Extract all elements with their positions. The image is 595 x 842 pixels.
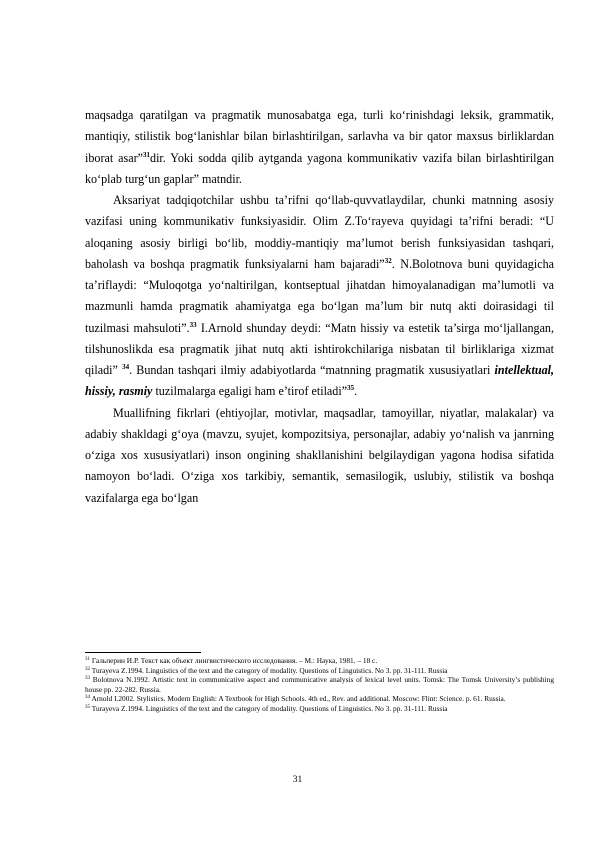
paragraph bbox=[85, 105, 554, 190]
body-text bbox=[85, 105, 554, 509]
footnote-divider bbox=[85, 652, 201, 653]
text-span: . Bundan tashqari ilmiy adabiyotlarda “matnning pragmatik xususiyatlari bbox=[129, 363, 495, 377]
footnote-number: 35 bbox=[85, 704, 90, 710]
footnote-text: Arnold I.2002. Stylistics. Modern English: A Textbook for High Schools. 4th ed., Rev. and additional. Moscow: Flint: Science. p. 61. Russia. bbox=[91, 694, 506, 704]
page-number: 31 bbox=[292, 775, 303, 785]
footnote-text: Bolotnova N.1992. Artistic text in communicative aspect and communicative analysis of lexical level units. Tomsk: The Tomsk University’s publishing house pp. 22-282. Russia. bbox=[85, 675, 554, 694]
text-span: Muallifning fikrlari (ehtiyojlar, motivlar, maqsadlar, tamoyillar, niyatlar, malakalar) va adabiy shakldagi g‘oya (mavzu, syujet, kompozitsiya, personajlar, adabiy yo‘nalish va janrning o‘ziga xos xususiyatlari) inson ongining shakllanishini belgilaydigan yagona hodisa sifatida namoyon bo‘ladi. O‘ziga xos tarkibiy, semantik, semasilogik, uslubiy, stilistik va boshqa vazifalarga ega bo‘lgan bbox=[85, 405, 554, 505]
text-span: Aksariyat tadqiqotchilar ushbu ta’rifni qo‘llab-quvvatlaydilar, chunki matnning asosiy vazifasi uning kommunikativ funksiyasidir. Olim Z.To‘rayeva quyidagi ta’rifni beradi: “U aloqaning asosiy birligi bo‘lib, moddiy-mantiqiy ma’lumot berish funksiyasidan tashqari, baholash va boshqa pragmatik funksiyalarni ham bajaradi” bbox=[85, 193, 554, 271]
footnote bbox=[85, 666, 554, 676]
text-span: I.Arnold shunday deydi: “Matn hissiy va estetik ta’sirga mo‘ljallangan, tilshunoslikda esa pragmatik jihat nutq akti ishtirokchilariga nisbatan til birliklariga xizmat qiladi” bbox=[85, 320, 555, 377]
footnote-ref[interactable]: 33 bbox=[189, 320, 197, 329]
footnote-ref[interactable]: 32 bbox=[384, 256, 392, 265]
text-span: tuzilmalarga egaligi ham e’tirof etiladi” bbox=[152, 384, 348, 399]
paragraph bbox=[85, 190, 554, 403]
footnote bbox=[85, 675, 554, 694]
footnote-text: Гальперин И.Р. Текст как объект лингвистического исследования. – М.: Наука, 1981. – 18 с. bbox=[91, 656, 378, 665]
footnotes bbox=[85, 656, 554, 714]
footnote bbox=[85, 694, 554, 704]
footnote-number: 32 bbox=[85, 666, 90, 672]
footnote-number: 33 bbox=[85, 676, 90, 682]
text-span: dir. Yoki sodda qilib aytganda yagona kommunikativ vazifa bilan birlashtirilgan ko‘plab turg‘un gaplar” matndir. bbox=[85, 150, 554, 186]
footnote-text: Turayeva Z.1994. Linguistics of the text and the category of modality. Questions of Linguistics. No 3. pp. 31-111. Russia bbox=[91, 665, 448, 675]
footnote-number: 31 bbox=[85, 657, 90, 662]
footnote-number: 34 bbox=[85, 695, 90, 701]
footnote-ref[interactable]: 31 bbox=[143, 150, 151, 159]
paragraph bbox=[85, 403, 554, 509]
emphasis-text: intellektual, hissiy, rasmiy bbox=[85, 363, 554, 399]
text-span: . bbox=[354, 384, 358, 399]
text-span: maqsadga qaratilgan va pragmatik munosabatga ega, turli ko‘rinishdagi leksik, grammatik, mantiqiy, stilistik bog‘lanishlar bilan birlashtirilgan, sarlavha va bir qator maxsus birliklardan iborat asar” bbox=[85, 108, 554, 165]
text-span: . N.Bolotnova buni quyidagicha ta’riflaydi: “Muloqotga yo‘naltirilgan, kontseptual jihatdan himoyalanadigan ma’lumotli va mazmunli hamda pragmatik ahamiyatga ega bo‘lgan ma’lum bir nutq akti doirasidagi til tuzilmasi mahsuloti”. bbox=[85, 256, 554, 335]
footnote bbox=[85, 704, 554, 714]
footnote-ref[interactable]: 34 bbox=[122, 363, 130, 371]
footnote-text: Turayeva Z.1994. Linguistics of the text and the category of modality. Questions of Linguistics. No 3. pp. 31-111. Russia bbox=[91, 703, 448, 713]
footnote-ref[interactable]: 35 bbox=[347, 384, 355, 393]
footnote bbox=[85, 656, 554, 666]
